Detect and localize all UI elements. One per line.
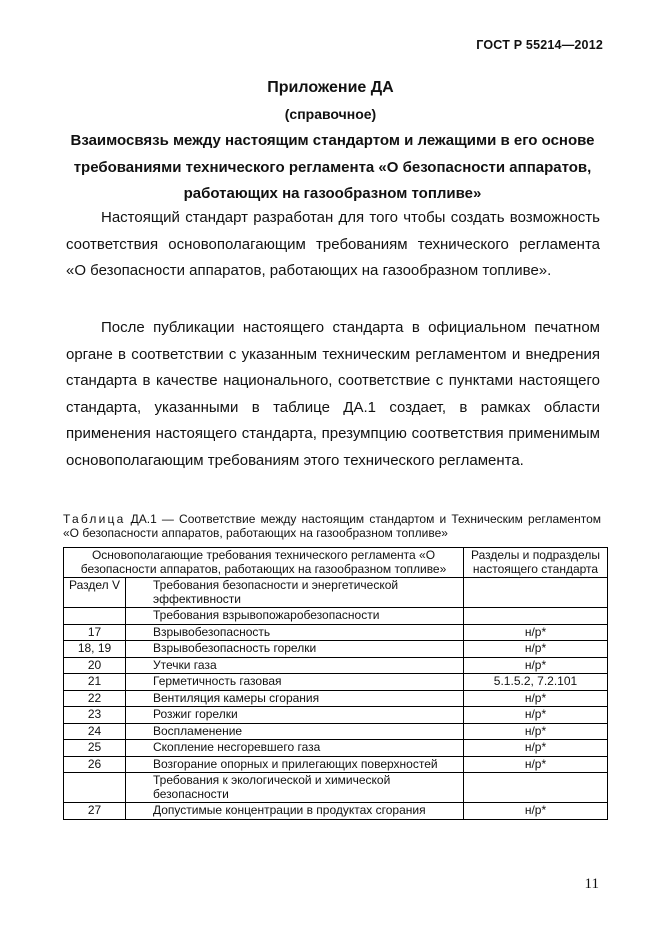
row-sections [464,608,608,625]
table-row [64,657,608,674]
row-requirement [126,578,464,608]
row-requirement-text: Воспламенение [153,723,243,738]
table-row [64,723,608,740]
row-sections: н/р* [464,740,608,757]
row-requirement [126,740,464,757]
row-sections: н/р* [464,690,608,707]
paragraph [66,315,600,475]
annex-status: (справочное) [284,106,377,122]
row-requirement [126,756,464,773]
table-row [64,773,608,803]
row-number: 17 [64,624,126,641]
table-caption-label: Таблица [63,512,126,526]
row-sections [464,773,608,803]
row-sections: н/р* [464,641,608,658]
row-sections: н/р* [464,657,608,674]
standard-code: ГОСТ Р 55214—2012 [476,38,603,52]
row-sections: н/р* [464,723,608,740]
row-requirement-text: Требования взрывопожаробезопасности [153,608,380,622]
row-sections [464,578,608,608]
table-row [64,674,608,691]
table-row [64,740,608,757]
table-row [64,690,608,707]
row-number [64,773,126,803]
row-requirement [126,773,464,803]
table-row [64,707,608,724]
requirements-table [63,547,608,820]
row-number: 27 [64,803,126,820]
header-requirements: Основополагающие требования технического регламента «О безопасности аппаратов, работающих на газообразном топливе» [64,548,464,578]
row-requirement-text: Утечки газа [153,657,217,672]
table-row [64,608,608,625]
row-sections: 5.1.5.2, 7.2.101 [464,674,608,691]
row-requirement-text: Скопление несгоревшего газа [153,740,321,754]
row-requirement-text: Взрывобезопасность [153,624,271,639]
row-number: 25 [64,740,126,757]
row-requirement-text: Допустимые концентрации в продуктах сгорания [153,803,426,817]
row-number [64,608,126,625]
row-requirement [126,608,464,625]
annex-heading: Взаимосвязь между настоящим стандартом и лежащими в его основе требованиями технического регламента «О безопасности аппаратов, работающих на газообразном топливе» [70,132,595,202]
row-requirement [126,690,464,707]
row-requirement [126,641,464,658]
paragraph-text: После публикации настоящего стандарта в официальном печатном органе в соответствии с указанным техническим регламентом и внедрения стандарта в качестве национального, соответствие с пунктами настоящего стандарта, указанными в таблице ДА.1 создает, в рамках области применения настоящего стандарта, презумпцию соответствия применимым основополагающим требованиям этого технического регламента. [66,319,600,469]
row-requirement [126,803,464,820]
row-number: 22 [64,690,126,707]
annex-title: Приложение ДА [267,79,394,96]
row-number: Раздел V [64,578,126,608]
row-number: 21 [64,674,126,691]
row-number: 20 [64,657,126,674]
row-requirement-text: Взрывобезопасность горелки [153,641,317,655]
row-sections: н/р* [464,707,608,724]
row-number: 18, 19 [64,641,126,658]
row-requirement [126,707,464,724]
table-row [64,756,608,773]
row-sections: н/р* [464,803,608,820]
table-row [64,803,608,820]
paragraph [66,205,600,285]
row-requirement-text: Требования безопасности и энергетической эффективности [153,578,399,606]
row-requirement-text: Вентиляция камеры сгорания [153,690,320,705]
table-header-row [64,548,608,578]
row-requirement-text: Герметичность газовая [153,674,282,688]
table-row [64,578,608,608]
row-requirement-text: Возгорание опорных и прилегающих поверхностей [153,756,438,771]
row-requirement [126,624,464,641]
table-caption-text: ДА.1 — Соответствие между настоящим стандартом и Техническим регламентом «О безопасности аппаратов, работающих на газообразном топливе» [63,512,601,540]
row-requirement-text: Требования к экологической и химической безопасности [153,773,391,801]
paragraph-text: Настоящий стандарт разработан для того чтобы создать возможность соответствия основополагающим требованиям технического регламента «О безопасности аппаратов, работающих на газообразном топливе». [66,209,600,280]
row-requirement [126,657,464,674]
table-row [64,624,608,641]
row-requirement [126,723,464,740]
row-number: 24 [64,723,126,740]
header-sections: Разделы и подразделы настоящего стандарта [464,548,608,578]
row-sections: н/р* [464,756,608,773]
row-requirement [126,674,464,691]
table-caption [63,512,601,540]
row-number: 26 [64,756,126,773]
row-sections: н/р* [464,624,608,641]
page-number: 11 [584,876,599,892]
row-number: 23 [64,707,126,724]
table-row [64,641,608,658]
row-requirement-text: Розжиг горелки [153,707,238,721]
